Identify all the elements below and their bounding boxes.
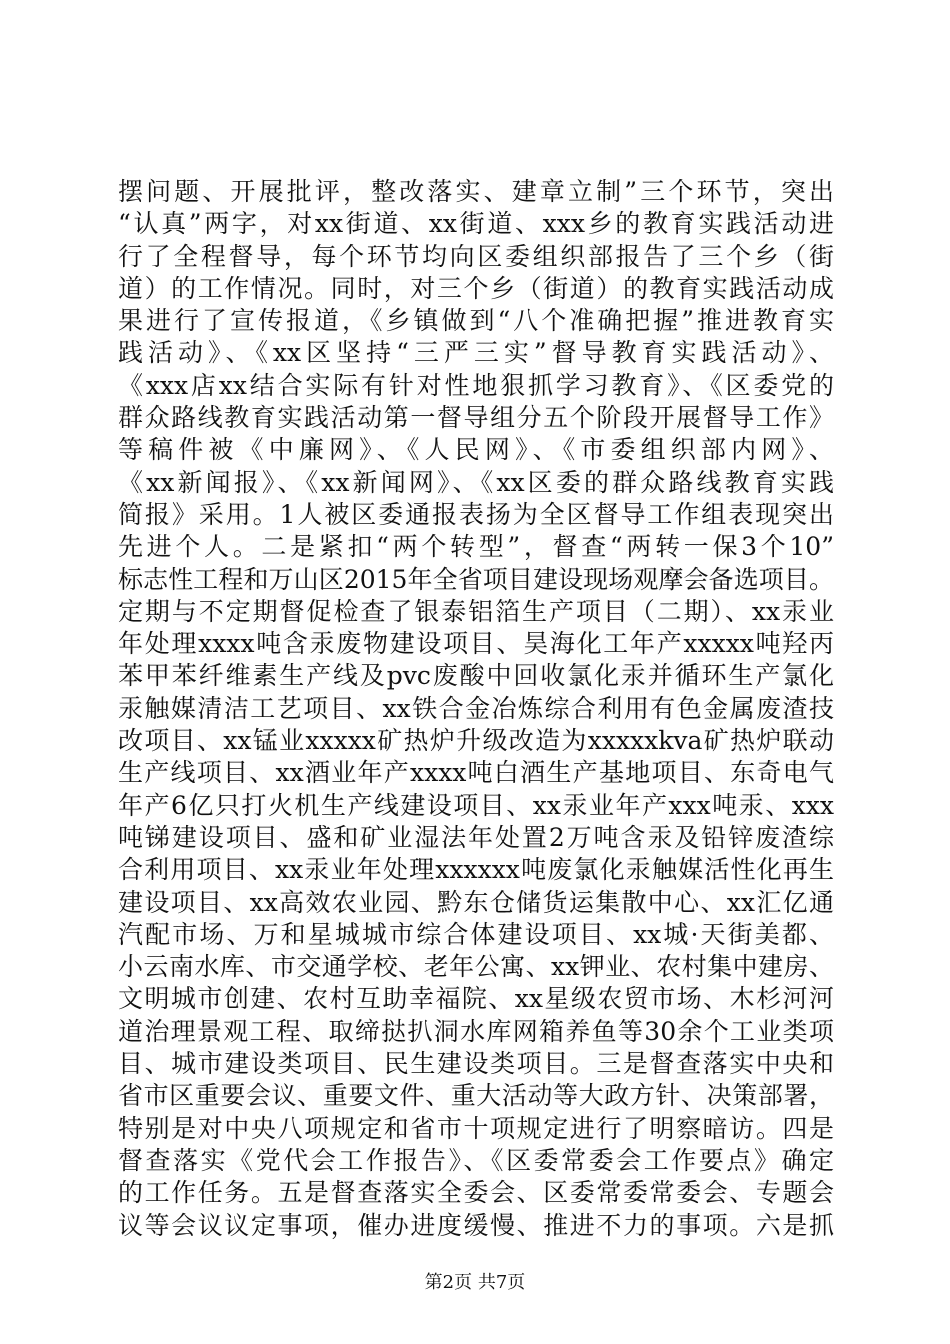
text-line: 摆问题、开展批评，整改落实、建章立制”三个环节，突出 [118,177,834,206]
text-line: 吨锑建设项目、盛和矿业湿法年处置2万吨含汞及铅锌废渣综 [118,822,834,852]
text-line: 省市区重要会议、重要文件、重大活动等大政方针、决策部署， [118,1081,834,1111]
text-line: 汞触媒清洁工艺项目、xx铁合金冶炼综合利用有色金属废渣技 [118,693,834,723]
text-line: 年产6亿只打火机生产线建设项目、xx汞业年产xxx吨汞、xxx [118,790,834,820]
text-line: 合利用项目、xx汞业年处理xxxxxx吨废氯化汞触媒活性化再生 [118,855,834,885]
text-line: 定期与不定期督促检查了银泰铝箔生产项目（二期）、xx汞业 [118,596,834,626]
text-line: 文明城市创建、农村互助幸福院、xx星级农贸市场、木杉河河 [118,984,834,1014]
text-line: 等稿件被《中廉网》、《人民网》、《市委组织部内网》、 [118,435,834,465]
text-line: 简报》采用。1人被区委通报表扬为全区督导工作组表现突出 [118,499,834,529]
text-line: 道）的工作情况。同时，对三个乡（街道）的教育实践活动成 [118,273,834,303]
body-text [118,176,834,1242]
text-line: 改项目、xx锰业xxxxx矿热炉升级改造为xxxxxkva矿热炉联动 [118,726,834,756]
text-line: “认真”两字，对xx街道、xx街道、xxx乡的教育实践活动进 [118,209,834,239]
text-line: 生产线项目、xx酒业年产xxxx吨白酒生产基地项目、东奇电气 [118,758,834,788]
text-line: 汽配市场、万和星城城市综合体建设项目、xx城·天街美都、 [118,919,834,949]
text-line: 先进个人。二是紧扣“两个转型”，督查“两转一保3个10” [118,532,834,562]
text-line: 《xx新闻报》、《xx新闻网》、《xx区委的群众路线教育实践 [118,467,834,497]
text-line: 的工作任务。五是督查落实全委会、区委常委常委会、专题会 [118,1178,834,1208]
text-line: 苯甲苯纤维素生产线及pvc废酸中回收氯化汞并循环生产氯化 [118,661,834,691]
text-line: 群众路线教育实践活动第一督导组分五个阶段开展督导工作》 [118,403,834,433]
text-line: 年处理xxxx吨含汞废物建设项目、昊海化工年产xxxxx吨羟丙 [118,629,834,659]
text-line: 督查落实《党代会工作报告》、《区委常委会工作要点》确定 [118,1145,834,1175]
text-line: 道治理景观工程、取缔挞扒洞水库网箱养鱼等30余个工业类项 [118,1016,834,1046]
text-line: 小云南水库、市交通学校、老年公寓、xx钾业、农村集中建房、 [118,952,834,982]
text-line: 标志性工程和万山区2015年全省项目建设现场观摩会备选项目。 [118,564,834,594]
text-line: 特别是对中央八项规定和省市十项规定进行了明察暗访。四是 [118,1113,834,1143]
text-line: 行了全程督导，每个环节均向区委组织部报告了三个乡（街 [118,241,834,271]
text-line: 《xxx店xx结合实际有针对性地狠抓学习教育》、《区委党的 [118,370,834,400]
page-footer: 第2页 共7页 [424,1272,526,1293]
text-line: 果进行了宣传报道，《乡镇做到“八个准确把握”推进教育实 [118,306,834,336]
text-line: 议等会议议定事项，催办进度缓慢、推进不力的事项。六是抓 [118,1210,834,1240]
text-line: 目、城市建设类项目、民生建设类项目。三是督查落实中央和 [118,1049,834,1079]
text-line: 践活动》、《xx区坚持“三严三实”督导教育实践活动》、 [118,338,834,368]
text-line: 建设项目、xx高效农业园、黔东仓储货运集散中心、xx汇亿通 [118,887,834,917]
